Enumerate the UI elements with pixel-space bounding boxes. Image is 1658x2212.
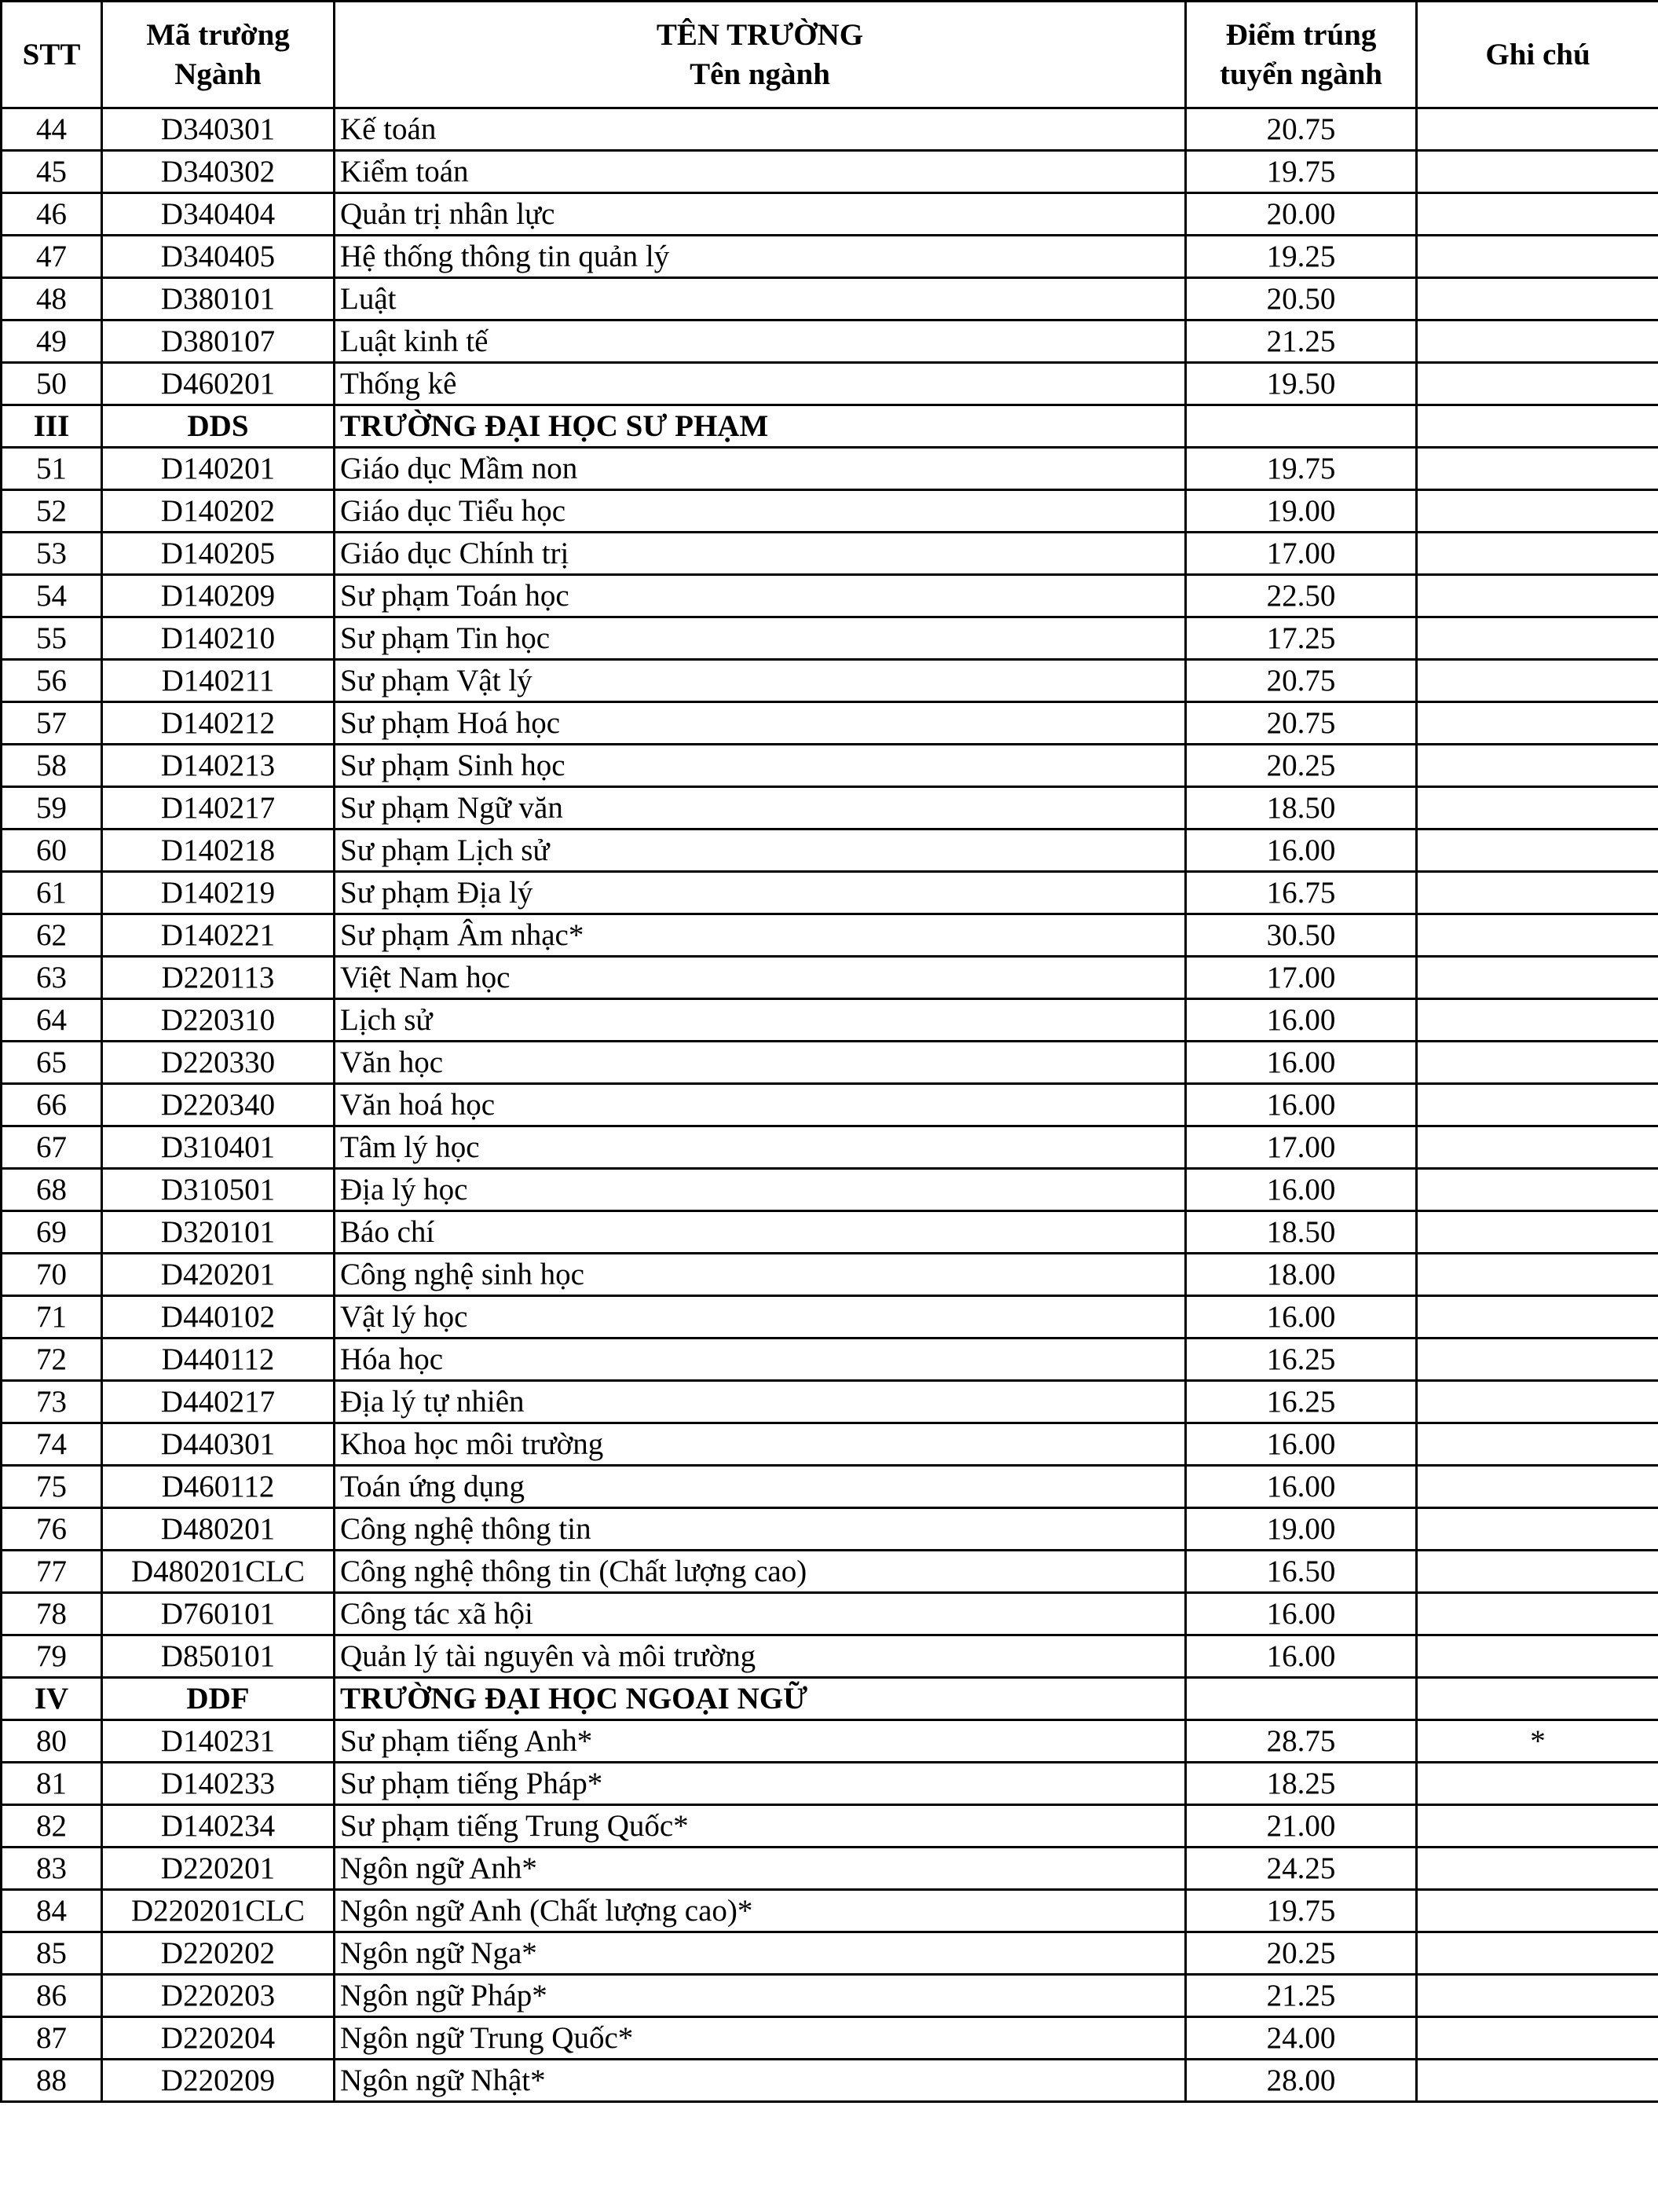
cell-stt: 64: [2, 999, 102, 1042]
table-row: [2, 1551, 1658, 1593]
cell-stt: 78: [2, 1593, 102, 1635]
table-row: [2, 1932, 1658, 1975]
cell-code: D140201: [102, 448, 335, 490]
cell-stt: 53: [2, 533, 102, 575]
cell-code: D220204: [102, 2017, 335, 2060]
table-row: [2, 1254, 1658, 1296]
cell-name: Sư phạm Lịch sử: [335, 830, 1186, 872]
header-code: [102, 2, 335, 108]
cell-note: [1417, 745, 1658, 787]
table-row: [2, 1720, 1658, 1763]
cell-name: Kế toán: [335, 108, 1186, 151]
cell-stt: 66: [2, 1084, 102, 1126]
cell-note: [1417, 278, 1658, 320]
cell-score: 16.00: [1186, 1466, 1417, 1508]
table-row: [2, 830, 1658, 872]
cell-name: Sư phạm Âm nhạc*: [335, 914, 1186, 957]
cell-stt: 65: [2, 1042, 102, 1084]
cell-stt: IV: [2, 1678, 102, 1720]
cell-score: 18.25: [1186, 1763, 1417, 1805]
cell-name: Luật: [335, 278, 1186, 320]
header-note: Ghi chú: [1417, 2, 1658, 108]
cell-note: [1417, 1169, 1658, 1211]
cell-code: D440217: [102, 1381, 335, 1423]
cell-name: Toán ứng dụng: [335, 1466, 1186, 1508]
cell-note: [1417, 830, 1658, 872]
cell-score: 21.00: [1186, 1805, 1417, 1848]
cell-code: D340301: [102, 108, 335, 151]
table-row: [2, 1126, 1658, 1169]
header-code-line1: Mã trường: [146, 17, 290, 52]
cell-note: [1417, 1508, 1658, 1551]
table-row: [2, 1466, 1658, 1508]
cell-stt: III: [2, 405, 102, 448]
cell-code: D140218: [102, 830, 335, 872]
cell-stt: 84: [2, 1890, 102, 1932]
cell-name: Sư phạm tiếng Pháp*: [335, 1763, 1186, 1805]
cell-code: D140219: [102, 872, 335, 914]
cell-code: D220330: [102, 1042, 335, 1084]
cell-code: D340302: [102, 151, 335, 193]
cell-stt: 82: [2, 1805, 102, 1848]
cell-code: D140211: [102, 660, 335, 702]
cell-note: [1417, 1975, 1658, 2017]
table-row: [2, 236, 1658, 278]
table-body: [2, 108, 1658, 2102]
cell-stt: 51: [2, 448, 102, 490]
cell-stt: 60: [2, 830, 102, 872]
cell-code: D220113: [102, 957, 335, 999]
cell-stt: 49: [2, 320, 102, 363]
cell-stt: 48: [2, 278, 102, 320]
cell-code: D480201: [102, 1508, 335, 1551]
table-row: [2, 320, 1658, 363]
cell-score: 16.25: [1186, 1381, 1417, 1423]
cell-note: [1417, 1254, 1658, 1296]
cell-note: [1417, 405, 1658, 448]
cell-name: Sư phạm Vật lý: [335, 660, 1186, 702]
cell-note: [1417, 1466, 1658, 1508]
table-row: [2, 2017, 1658, 2060]
cell-score: 20.25: [1186, 745, 1417, 787]
cell-code: DDS: [102, 405, 335, 448]
cell-note: [1417, 1339, 1658, 1381]
cell-stt: 55: [2, 617, 102, 660]
cell-score: 18.50: [1186, 787, 1417, 830]
table-row: [2, 660, 1658, 702]
table-row: [2, 193, 1658, 236]
cell-code: D140217: [102, 787, 335, 830]
cell-note: [1417, 448, 1658, 490]
table-row: [2, 1084, 1658, 1126]
cell-stt: 52: [2, 490, 102, 533]
table-row: [2, 108, 1658, 151]
cell-stt: 77: [2, 1551, 102, 1593]
cell-score: 20.75: [1186, 108, 1417, 151]
cell-note: [1417, 490, 1658, 533]
table-row: [2, 1296, 1658, 1339]
cell-score: 24.25: [1186, 1848, 1417, 1890]
cell-note: [1417, 1763, 1658, 1805]
cell-code: D140209: [102, 575, 335, 617]
cell-code: D440102: [102, 1296, 335, 1339]
cell-code: D220203: [102, 1975, 335, 2017]
table-row: [2, 278, 1658, 320]
cell-code: D480201CLC: [102, 1551, 335, 1593]
table-row: [2, 1169, 1658, 1211]
cell-name: Ngôn ngữ Nhật*: [335, 2060, 1186, 2102]
cell-score: 16.25: [1186, 1339, 1417, 1381]
cell-note: [1417, 1635, 1658, 1678]
cell-stt: 71: [2, 1296, 102, 1339]
cell-stt: 79: [2, 1635, 102, 1678]
cell-stt: 68: [2, 1169, 102, 1211]
cell-code: D140213: [102, 745, 335, 787]
cell-note: [1417, 151, 1658, 193]
cell-stt: 62: [2, 914, 102, 957]
cell-name: Giáo dục Chính trị: [335, 533, 1186, 575]
cell-score: 16.00: [1186, 1084, 1417, 1126]
cell-name: Vật lý học: [335, 1296, 1186, 1339]
cell-stt: 61: [2, 872, 102, 914]
cell-score: [1186, 405, 1417, 448]
table-row: [2, 2060, 1658, 2102]
cell-stt: 80: [2, 1720, 102, 1763]
table-row: [2, 1805, 1658, 1848]
cell-score: 16.50: [1186, 1551, 1417, 1593]
cell-name: Ngôn ngữ Trung Quốc*: [335, 2017, 1186, 2060]
table-row: [2, 1635, 1658, 1678]
table-row: [2, 957, 1658, 999]
table-row: [2, 1508, 1658, 1551]
cell-note: [1417, 1042, 1658, 1084]
cell-score: 16.00: [1186, 1042, 1417, 1084]
cell-name: Thống kê: [335, 363, 1186, 405]
cell-code: D320101: [102, 1211, 335, 1254]
cell-score: 19.75: [1186, 151, 1417, 193]
cell-code: D440112: [102, 1339, 335, 1381]
header-name-line2: Tên ngành: [690, 57, 830, 91]
cell-note: [1417, 363, 1658, 405]
cell-score: 20.50: [1186, 278, 1417, 320]
cell-score: 28.00: [1186, 2060, 1417, 2102]
cell-score: 19.75: [1186, 1890, 1417, 1932]
cell-stt: 63: [2, 957, 102, 999]
cell-stt: 59: [2, 787, 102, 830]
header-name: [335, 2, 1186, 108]
cell-score: [1186, 1678, 1417, 1720]
table-header-row: [2, 2, 1658, 108]
cell-stt: 46: [2, 193, 102, 236]
cell-stt: 86: [2, 1975, 102, 2017]
cell-note: [1417, 2017, 1658, 2060]
cell-name: Hệ thống thông tin quản lý: [335, 236, 1186, 278]
cell-name: Công nghệ sinh học: [335, 1254, 1186, 1296]
table-row: [2, 1763, 1658, 1805]
cell-code: D460112: [102, 1466, 335, 1508]
cell-name: Địa lý tự nhiên: [335, 1381, 1186, 1423]
cell-code: D220209: [102, 2060, 335, 2102]
cell-note: [1417, 1890, 1658, 1932]
cell-code: D850101: [102, 1635, 335, 1678]
cell-stt: 83: [2, 1848, 102, 1890]
cell-score: 19.25: [1186, 236, 1417, 278]
cell-note: [1417, 1296, 1658, 1339]
cell-note: [1417, 787, 1658, 830]
cell-code: D220201: [102, 1848, 335, 1890]
cell-stt: 45: [2, 151, 102, 193]
cell-name: Sư phạm Địa lý: [335, 872, 1186, 914]
cell-code: D380101: [102, 278, 335, 320]
table-row: [2, 1381, 1658, 1423]
section-row: [2, 1678, 1658, 1720]
cell-code: D140202: [102, 490, 335, 533]
cell-code: D220340: [102, 1084, 335, 1126]
cell-stt: 88: [2, 2060, 102, 2102]
section-row: [2, 405, 1658, 448]
table-row: [2, 1593, 1658, 1635]
cell-name: Văn hoá học: [335, 1084, 1186, 1126]
table-row: [2, 363, 1658, 405]
table-row: [2, 999, 1658, 1042]
table-row: [2, 1890, 1658, 1932]
cell-score: 21.25: [1186, 1975, 1417, 2017]
cell-score: 20.75: [1186, 702, 1417, 745]
cell-score: 16.00: [1186, 830, 1417, 872]
cell-name: Luật kinh tế: [335, 320, 1186, 363]
cell-name: Công nghệ thông tin: [335, 1508, 1186, 1551]
cell-stt: 73: [2, 1381, 102, 1423]
cell-note: [1417, 1805, 1658, 1848]
header-name-line1: TÊN TRƯỜNG: [656, 17, 864, 52]
cell-score: 24.00: [1186, 2017, 1417, 2060]
header-score-line1: Điểm trúng: [1225, 17, 1377, 52]
cell-name: Hóa học: [335, 1339, 1186, 1381]
table-row: [2, 745, 1658, 787]
cell-code: D140205: [102, 533, 335, 575]
cell-code: D140234: [102, 1805, 335, 1848]
cell-score: 17.25: [1186, 617, 1417, 660]
cell-stt: 54: [2, 575, 102, 617]
cell-code: D140233: [102, 1763, 335, 1805]
cell-name: Công nghệ thông tin (Chất lượng cao): [335, 1551, 1186, 1593]
cell-name: Ngôn ngữ Anh*: [335, 1848, 1186, 1890]
cell-score: 16.00: [1186, 1593, 1417, 1635]
cell-note: [1417, 1381, 1658, 1423]
header-stt: STT: [2, 2, 102, 108]
cell-stt: 87: [2, 2017, 102, 2060]
cell-score: 16.00: [1186, 999, 1417, 1042]
cell-stt: 76: [2, 1508, 102, 1551]
cell-stt: 85: [2, 1932, 102, 1975]
cell-code: D310401: [102, 1126, 335, 1169]
cell-code: D220202: [102, 1932, 335, 1975]
cell-note: [1417, 914, 1658, 957]
cell-name: Ngôn ngữ Anh (Chất lượng cao)*: [335, 1890, 1186, 1932]
header-score-line2: tuyển ngành: [1220, 57, 1382, 91]
cell-stt: 57: [2, 702, 102, 745]
cell-code: D140212: [102, 702, 335, 745]
cell-name: Lịch sử: [335, 999, 1186, 1042]
cell-code: D340405: [102, 236, 335, 278]
cell-name: Sư phạm Ngữ văn: [335, 787, 1186, 830]
cell-note: [1417, 660, 1658, 702]
cell-score: 20.75: [1186, 660, 1417, 702]
cell-stt: 58: [2, 745, 102, 787]
cell-note: [1417, 1551, 1658, 1593]
cell-code: DDF: [102, 1678, 335, 1720]
cell-score: 20.00: [1186, 193, 1417, 236]
cell-note: [1417, 2060, 1658, 2102]
cell-code: D340404: [102, 193, 335, 236]
cell-name: Sư phạm tiếng Anh*: [335, 1720, 1186, 1763]
table-row: [2, 1211, 1658, 1254]
cell-score: 16.00: [1186, 1423, 1417, 1466]
table-row: [2, 872, 1658, 914]
cell-code: D460201: [102, 363, 335, 405]
cell-stt: 50: [2, 363, 102, 405]
cell-note: [1417, 533, 1658, 575]
cell-name: Ngôn ngữ Pháp*: [335, 1975, 1186, 2017]
cell-stt: 72: [2, 1339, 102, 1381]
cell-stt: 47: [2, 236, 102, 278]
cell-name: Sư phạm tiếng Trung Quốc*: [335, 1805, 1186, 1848]
table-row: [2, 617, 1658, 660]
cell-name: Quản trị nhân lực: [335, 193, 1186, 236]
cell-note: [1417, 320, 1658, 363]
cell-name: Giáo dục Mầm non: [335, 448, 1186, 490]
cell-code: D220310: [102, 999, 335, 1042]
cell-stt: 81: [2, 1763, 102, 1805]
cell-note: [1417, 1423, 1658, 1466]
cell-name: Sư phạm Toán học: [335, 575, 1186, 617]
cell-score: 18.00: [1186, 1254, 1417, 1296]
cell-stt: 56: [2, 660, 102, 702]
cell-note: [1417, 236, 1658, 278]
table-row: [2, 1042, 1658, 1084]
cell-note: [1417, 617, 1658, 660]
cell-code: D760101: [102, 1593, 335, 1635]
table-row: [2, 702, 1658, 745]
cell-note: [1417, 1126, 1658, 1169]
cell-score: 16.00: [1186, 1169, 1417, 1211]
cell-note: [1417, 1211, 1658, 1254]
cell-name: Văn học: [335, 1042, 1186, 1084]
cell-code: D140231: [102, 1720, 335, 1763]
table-row: [2, 575, 1658, 617]
cell-code: D420201: [102, 1254, 335, 1296]
cell-note: [1417, 1848, 1658, 1890]
cell-note: *: [1417, 1720, 1658, 1763]
cell-score: 19.75: [1186, 448, 1417, 490]
cell-note: [1417, 108, 1658, 151]
header-code-line2: Ngành: [174, 57, 262, 91]
cell-score: 17.00: [1186, 1126, 1417, 1169]
cell-score: 19.50: [1186, 363, 1417, 405]
cell-code: D380107: [102, 320, 335, 363]
cell-code: D310501: [102, 1169, 335, 1211]
cell-note: [1417, 999, 1658, 1042]
cell-code: D440301: [102, 1423, 335, 1466]
cell-note: [1417, 1593, 1658, 1635]
cell-name: Công tác xã hội: [335, 1593, 1186, 1635]
table-row: [2, 490, 1658, 533]
table-row: [2, 533, 1658, 575]
table-row: [2, 151, 1658, 193]
table-row: [2, 1975, 1658, 2017]
cell-name: Quản lý tài nguyên và môi trường: [335, 1635, 1186, 1678]
cell-note: [1417, 957, 1658, 999]
cell-score: 20.25: [1186, 1932, 1417, 1975]
cell-stt: 74: [2, 1423, 102, 1466]
cell-code: D140210: [102, 617, 335, 660]
cell-note: [1417, 1678, 1658, 1720]
header-score: [1186, 2, 1417, 108]
cell-score: 22.50: [1186, 575, 1417, 617]
cell-name: TRƯỜNG ĐẠI HỌC NGOẠI NGỮ: [335, 1678, 1186, 1720]
cell-name: Giáo dục Tiểu học: [335, 490, 1186, 533]
cell-stt: 44: [2, 108, 102, 151]
cell-name: Ngôn ngữ Nga*: [335, 1932, 1186, 1975]
cell-stt: 67: [2, 1126, 102, 1169]
cell-name: Báo chí: [335, 1211, 1186, 1254]
cell-name: Địa lý học: [335, 1169, 1186, 1211]
cell-score: 21.25: [1186, 320, 1417, 363]
cell-score: 30.50: [1186, 914, 1417, 957]
cell-score: 28.75: [1186, 1720, 1417, 1763]
cell-score: 19.00: [1186, 490, 1417, 533]
cell-note: [1417, 702, 1658, 745]
cell-stt: 70: [2, 1254, 102, 1296]
cell-note: [1417, 575, 1658, 617]
table-row: [2, 914, 1658, 957]
cell-name: Việt Nam học: [335, 957, 1186, 999]
cell-name: Khoa học môi trường: [335, 1423, 1186, 1466]
cell-score: 17.00: [1186, 533, 1417, 575]
cell-note: [1417, 1932, 1658, 1975]
cell-name: Tâm lý học: [335, 1126, 1186, 1169]
cell-score: 19.00: [1186, 1508, 1417, 1551]
cell-code: D220201CLC: [102, 1890, 335, 1932]
cell-name: Sư phạm Hoá học: [335, 702, 1186, 745]
table-row: [2, 787, 1658, 830]
cell-note: [1417, 193, 1658, 236]
cell-score: 16.75: [1186, 872, 1417, 914]
cell-score: 18.50: [1186, 1211, 1417, 1254]
cell-name: TRƯỜNG ĐẠI HỌC SƯ PHẠM: [335, 405, 1186, 448]
table-row: [2, 448, 1658, 490]
cell-score: 16.00: [1186, 1635, 1417, 1678]
table-row: [2, 1848, 1658, 1890]
cell-code: D140221: [102, 914, 335, 957]
cell-name: Kiểm toán: [335, 151, 1186, 193]
cell-note: [1417, 1084, 1658, 1126]
table-row: [2, 1339, 1658, 1381]
table-row: [2, 1423, 1658, 1466]
cell-stt: 69: [2, 1211, 102, 1254]
cell-score: 17.00: [1186, 957, 1417, 999]
cell-name: Sư phạm Sinh học: [335, 745, 1186, 787]
cell-note: [1417, 872, 1658, 914]
cell-stt: 75: [2, 1466, 102, 1508]
cell-name: Sư phạm Tin học: [335, 617, 1186, 660]
cell-score: 16.00: [1186, 1296, 1417, 1339]
